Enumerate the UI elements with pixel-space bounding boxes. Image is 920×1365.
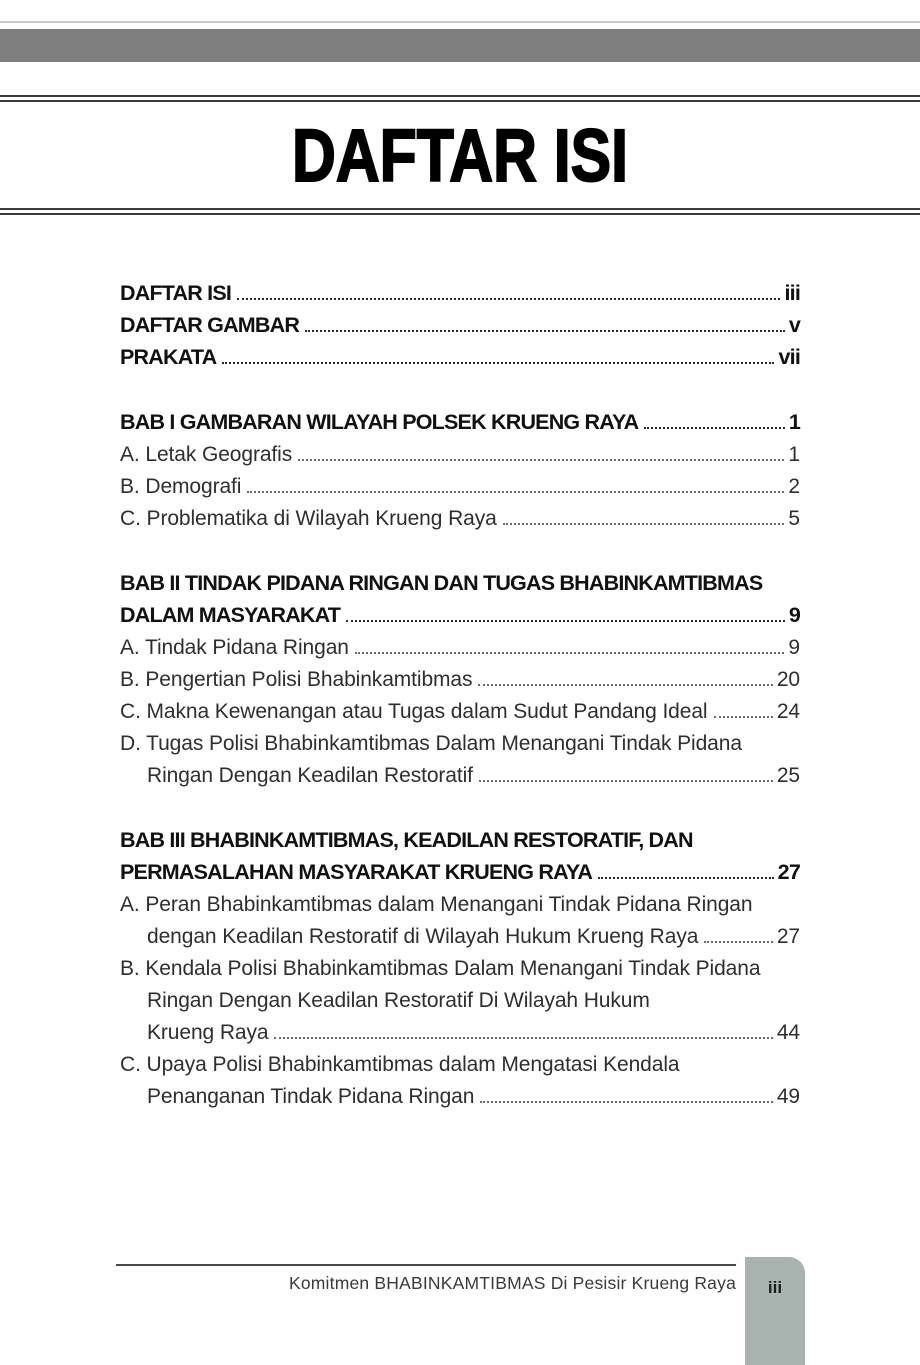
title-block <box>0 95 920 215</box>
toc-entry-text: B. Demografi <box>120 475 242 498</box>
toc-entry-text: D. Tugas Polisi Bhabinkamtibmas Dalam Menangani Tindak Pidana <box>120 732 742 755</box>
toc-entry <box>120 306 800 338</box>
toc-entry-text: A. Peran Bhabinkamtibmas dalam Menangani Tindak Pidana Ringan <box>120 893 753 916</box>
toc-list <box>120 274 800 1109</box>
footer-rule <box>116 1264 736 1266</box>
dot-leader <box>355 652 785 654</box>
toc-entry-line <box>120 917 800 949</box>
toc-entry <box>120 628 800 660</box>
toc-entry-line <box>120 1045 800 1077</box>
toc-entry-line <box>120 885 800 917</box>
toc-entry-line <box>120 660 800 692</box>
toc-page-number: 1 <box>788 410 800 434</box>
dot-leader <box>305 330 785 332</box>
toc-entry-text: BAB II TINDAK PIDANA RINGAN DAN TUGAS BHABINKAMTIBMAS <box>120 571 763 595</box>
toc-entry-line <box>120 821 800 853</box>
dot-leader <box>222 362 774 364</box>
toc-entry <box>120 274 800 306</box>
toc-entry <box>120 821 800 885</box>
toc-page-number: vii <box>778 345 800 369</box>
dot-leader <box>714 716 773 718</box>
toc-entry-line <box>120 949 800 981</box>
toc-entry-line <box>120 338 800 370</box>
toc-entry-line <box>120 853 800 885</box>
dot-leader <box>247 491 784 493</box>
toc-page-number: 9 <box>788 603 800 627</box>
toc-page-number: 2 <box>788 475 800 498</box>
toc-entry <box>120 692 800 724</box>
toc-entry-text: Ringan Dengan Keadilan Restoratif Di Wilayah Hukum <box>147 989 650 1012</box>
toc-entry-line <box>120 724 800 756</box>
toc-entry-text: C. Problematika di Wilayah Krueng Raya <box>120 507 497 530</box>
toc-entry-text: A. Letak Geografis <box>120 443 293 466</box>
toc-entry-line <box>120 274 800 306</box>
page-title: DAFTAR ISI <box>292 114 628 197</box>
page-number-tab <box>745 1257 805 1365</box>
toc-entry-text: DAFTAR ISI <box>120 281 232 305</box>
toc-entry <box>120 1045 800 1109</box>
toc-entry-text: DALAM MASYARAKAT <box>120 603 341 627</box>
toc-entry-line <box>120 1013 800 1045</box>
toc-page-number: iii <box>784 281 800 305</box>
title-top-rule <box>0 95 920 102</box>
toc-page-number: 5 <box>788 507 800 530</box>
toc-entry-text: B. Kendala Polisi Bhabinkamtibmas Dalam Menangani Tindak Pidana <box>120 957 761 980</box>
toc-entry-line <box>120 435 800 467</box>
toc-entry-text: B. Pengertian Polisi Bhabinkamtibmas <box>120 668 473 691</box>
toc-page-number: v <box>788 313 800 337</box>
toc-entry-text: BAB III BHABINKAMTIBMAS, KEADILAN RESTORATIF, DAN <box>120 828 693 852</box>
toc-entry-text: C. Upaya Polisi Bhabinkamtibmas dalam Mengatasi Kendala <box>120 1053 680 1076</box>
toc-entry-text: Krueng Raya <box>147 1021 269 1044</box>
top-thin-line <box>0 21 920 23</box>
toc-entry-line <box>120 467 800 499</box>
toc-entry <box>120 564 800 628</box>
toc-entry <box>120 660 800 692</box>
toc-entry <box>120 724 800 788</box>
dot-leader <box>503 523 785 525</box>
toc-entry-text: A. Tindak Pidana Ringan <box>120 636 349 659</box>
toc-page-number: 27 <box>777 860 800 884</box>
dot-leader <box>478 684 772 686</box>
toc-entry-line <box>120 403 800 435</box>
title-bottom-rule <box>0 208 920 215</box>
dot-leader <box>644 427 785 429</box>
toc-entry-text: Penanganan Tindak Pidana Ringan <box>147 1085 475 1108</box>
dot-leader <box>237 298 780 300</box>
toc-entry-line <box>120 499 800 531</box>
toc-entry-text: Ringan Dengan Keadilan Restoratif <box>147 764 473 787</box>
toc-page-number: 27 <box>776 925 800 948</box>
toc-page-number: 1 <box>788 443 800 466</box>
toc-entry-text: C. Makna Kewenangan atau Tugas dalam Sudut Pandang Ideal <box>120 700 708 723</box>
toc-entry <box>120 499 800 531</box>
toc-entry-line <box>120 1077 800 1109</box>
toc-entry-line <box>120 756 800 788</box>
dot-leader <box>480 1101 772 1103</box>
toc-entry <box>120 949 800 1045</box>
toc-entry <box>120 885 800 949</box>
toc-entry-text: PERMASALAHAN MASYARAKAT KRUENG RAYA <box>120 860 593 884</box>
dot-leader <box>704 941 773 943</box>
dot-leader <box>598 877 774 879</box>
toc-entry <box>120 467 800 499</box>
toc-page-number: 9 <box>788 636 800 659</box>
dot-leader <box>298 459 784 461</box>
toc-entry-line <box>120 564 800 596</box>
footer-running-title: Komitmen BHABINKAMTIBMAS Di Pesisir Krueng Raya <box>288 1273 736 1293</box>
toc-entry <box>120 435 800 467</box>
toc-entry-line <box>120 981 800 1013</box>
toc-page-number: 24 <box>776 700 800 723</box>
dot-leader <box>274 1037 772 1039</box>
dot-leader <box>346 620 785 622</box>
toc-entry-line <box>120 692 800 724</box>
page-number: iii <box>767 1278 783 1297</box>
top-gray-bar <box>0 29 920 62</box>
toc-entry-text: DAFTAR GAMBAR <box>120 313 300 337</box>
toc-entry <box>120 403 800 435</box>
toc-entry-text: PRAKATA <box>120 345 217 369</box>
toc-page-number: 20 <box>776 668 800 691</box>
toc-entry <box>120 338 800 370</box>
toc-entry-line <box>120 596 800 628</box>
toc-entry-text: dengan Keadilan Restoratif di Wilayah Hukum Krueng Raya <box>147 925 699 948</box>
toc-entry-text: BAB I GAMBARAN WILAYAH POLSEK KRUENG RAYA <box>120 410 639 434</box>
dot-leader <box>479 780 773 782</box>
toc-page-number: 44 <box>776 1021 800 1044</box>
toc-entry-line <box>120 628 800 660</box>
toc-page-number: 25 <box>776 764 800 787</box>
toc-entry-line <box>120 306 800 338</box>
toc-page-number: 49 <box>776 1085 800 1108</box>
